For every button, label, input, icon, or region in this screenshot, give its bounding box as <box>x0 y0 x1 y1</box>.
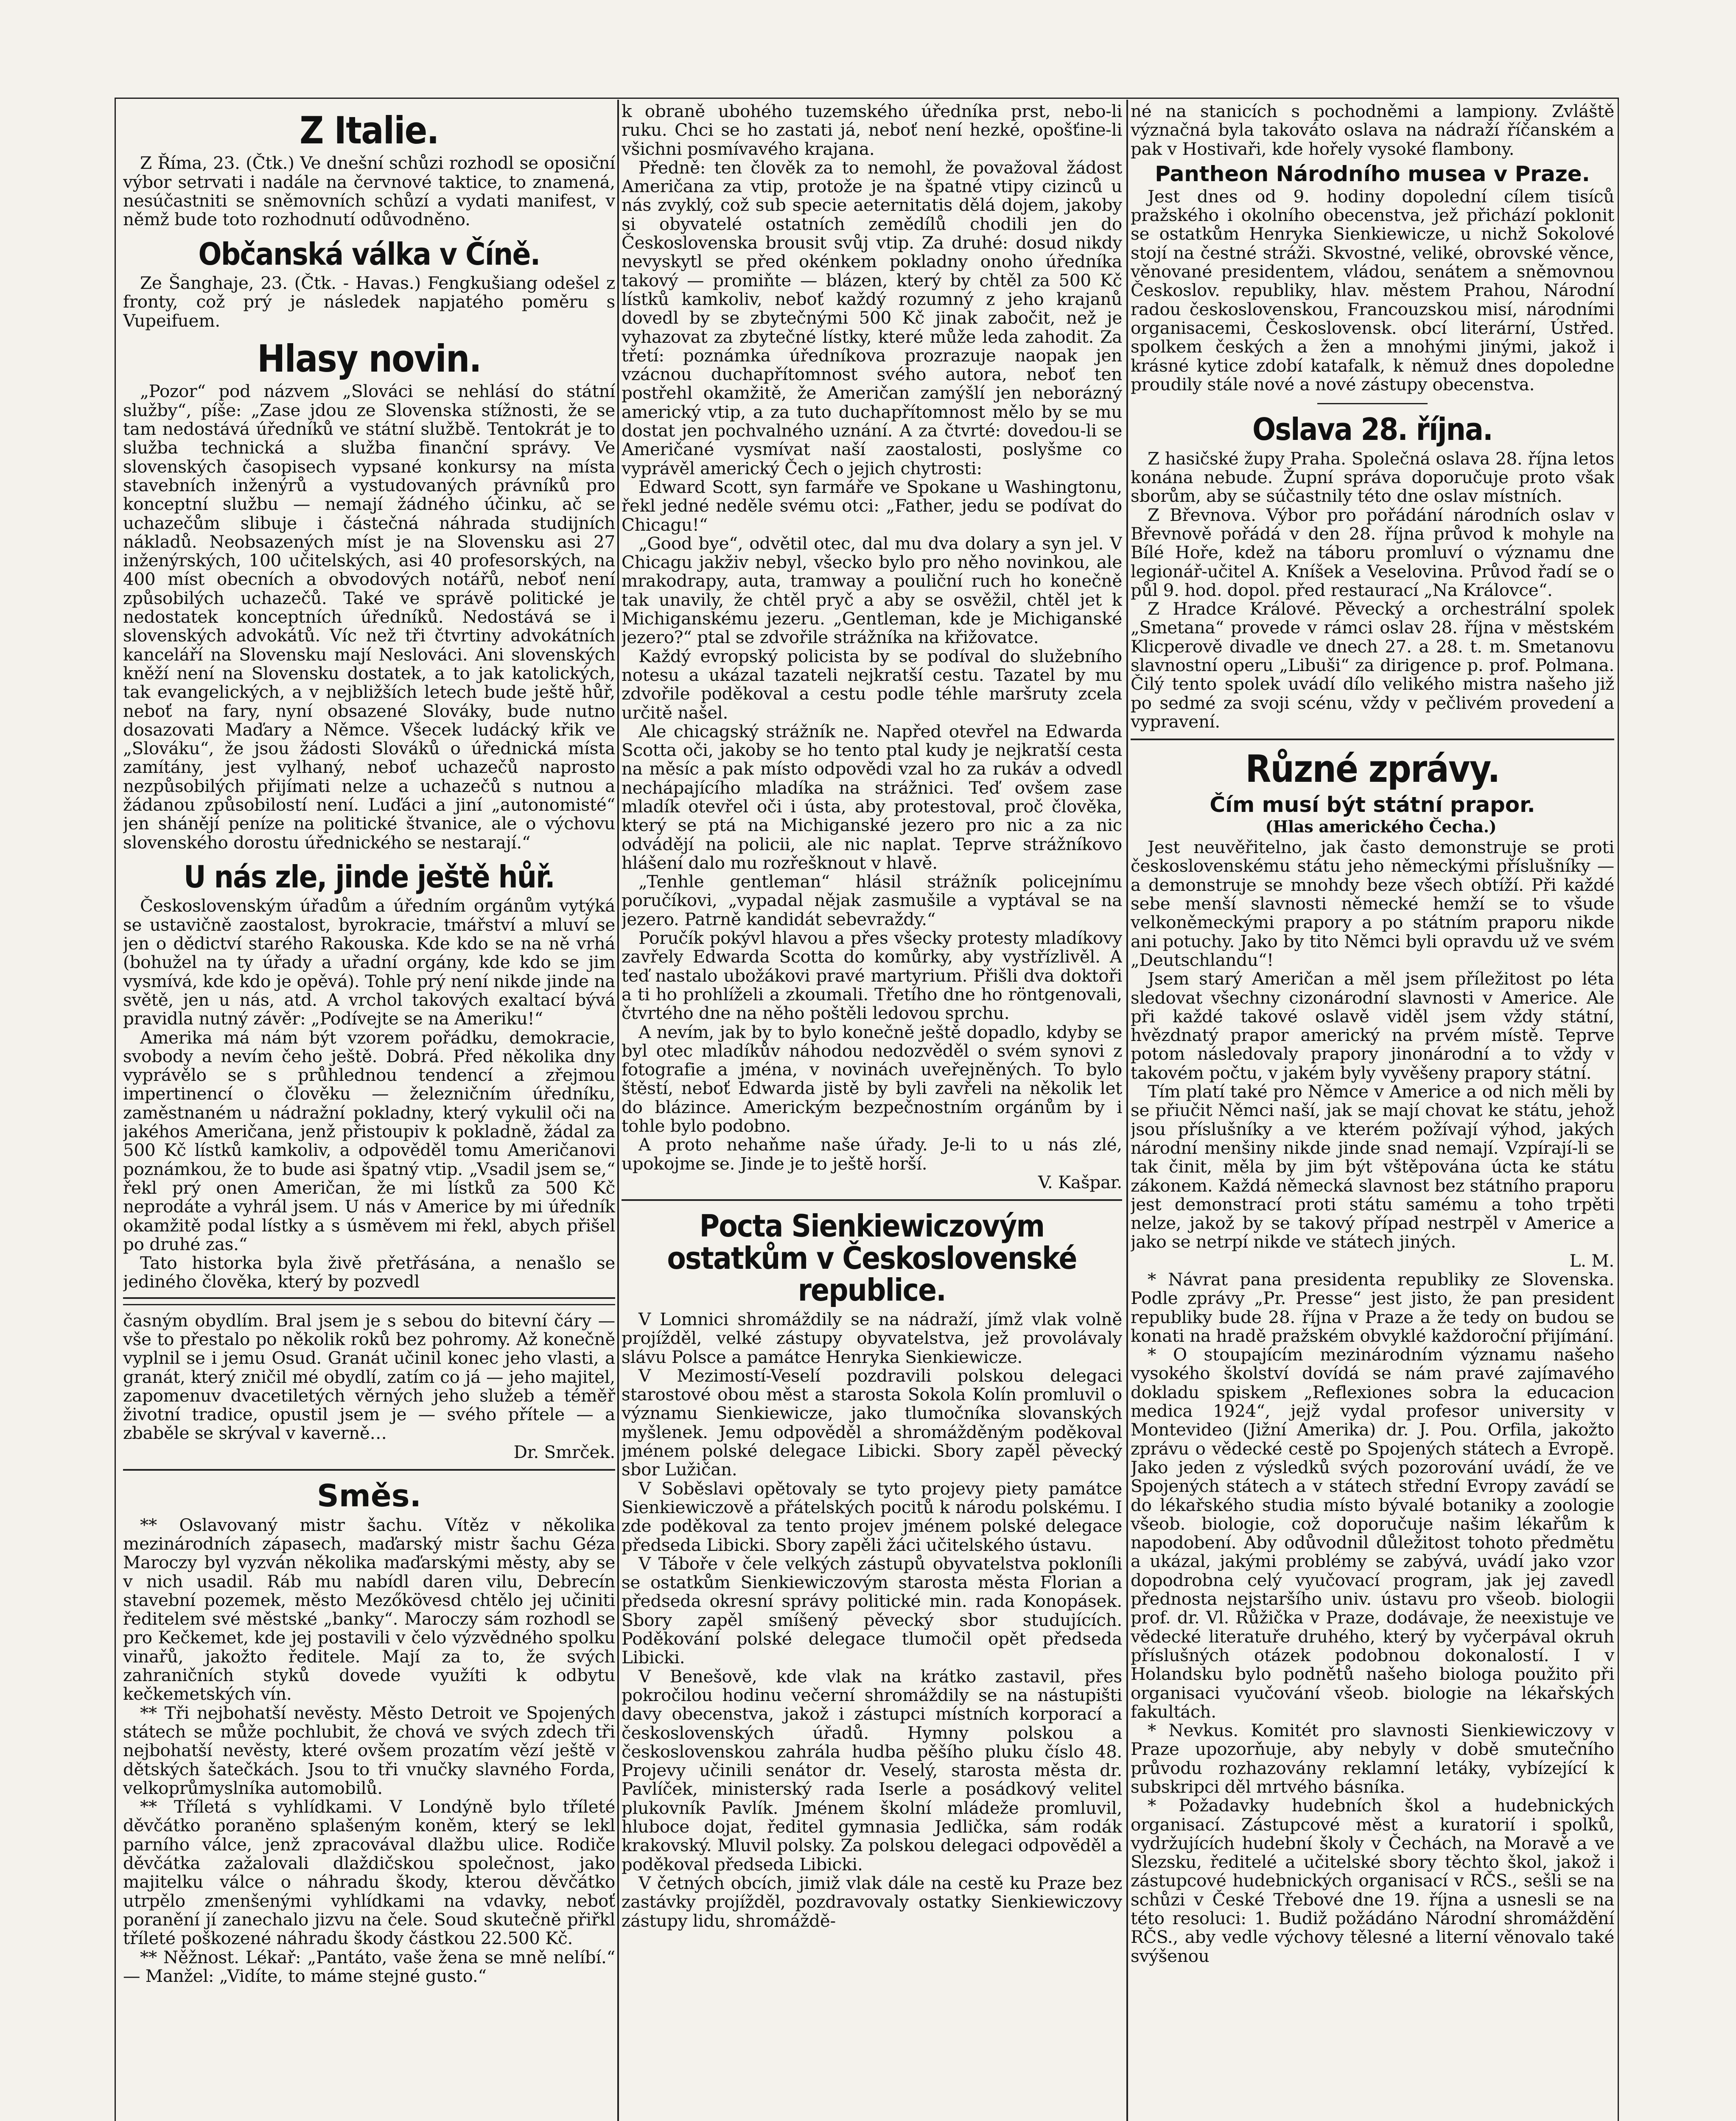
signature-lm: L. M. <box>1569 1250 1614 1271</box>
feuilleton-continuation: časným obydlím. Bral jsem je s sebou do bitevní čáry — vše to přestalo po několik roků bez pohromy. Až konečně vyplnil se i jemu Osud. Granát učinil konec jeho vlasti, a granát, který zničil mé obydlí, zatím co já — jeho majitel, zapomenuv dvacetiletých věrných jeho služeb a téměř životní tradice, opustil jsem je — svého přítele — a zbaběle se skrýval v kaverně… <box>123 1310 615 1444</box>
heading-pantheon: Pantheon Národního musea v Praze. <box>1155 161 1590 186</box>
item-stoupajicim: * O stoupajícím mezinárodním významu našeho vysokého školství dovídá se nám pravé zajímavého dokladu spiskem „Reflexiones sobra la educacion medica 1924“, jejž vydal profesor university v Montevideo (Jižní Amerika) dr. J. Pou. Orfila, jakožto zprávu o vědecké cestě po Spojených státech a Evropě. Jako jeden z výsledků svých pozorování uvádí, že ve Spojených státech a v státech střední Evropy zavádí se do lékařského studia místo bývalé botaniky a zoologie všeob. biologie, což doporučuje našim lékařům k napodobení. Aby odůvodnil důležitost tohoto předmětu a ukázal, jakými problémy se zabývá, uvádí jako vzor dopodrobna celý vyučovací program, jak jej zavedl přednosta nejstaršího univ. ústavu pro všeob. biologii prof. dr. Vl. Růžička v Praze, dodávaje, že neexistuje ve vědecké literatuře druhého, který by vyčerpával okruh příslušných otázek podobnou dokonalostí. I v Holandsku bylo podnětů našeho biologa použito při organisaci vyučování všeob. biologie na lékařských fakultách. <box>1131 1344 1614 1722</box>
item-nevesty: ** Tři nejbohatší nevěsty. Město Detroit ve Spojených státech se může pochlubit, že chová ve svých zdech tři nejbohatší nevěsty, které ovšem prozatím vězí ještě v dětských šatečkách. Jsou to tři vnučky slavného Forda, velkoprůmyslníka automobilů. <box>123 1702 615 1798</box>
heading-obcanska-valka: Občanská válka v Číně. <box>198 236 540 272</box>
article-goodbye: „Good bye“, odvětil otec, dal mu dva dolary a syn jel. V Chicagu jakživ nebyl, všecko bylo pro něho novinkou, ale mrakodrapy, auta, tramway a pouliční ruch ho konečně tak unavily, že chtěl pryč a aby se osvěžil, chtěl jet k Michiganskému jezeru. „Gentleman, kde je Michiganské jezero?“ ptal se zdvořile strážníka na křižovatce. <box>622 533 1122 648</box>
column-rule <box>617 100 619 2121</box>
article-nevim: A nevím, jak by to bylo konečně ještě dopadlo, kdyby se byl otec mladíkův náhodou nedozvěděl o svém synovi z fotografie a jména, v novinách uveřejněných. To bylo štěstí, neboť Edwarda jistě by byli zavřeli na několik let do blázince. Americkým bezpečnostním orgánům by i tohle bylo podobno. <box>622 1021 1122 1136</box>
article-hlasy-novin: „Pozor“ pod názvem „Slováci se nehlásí do státní služby“, píše: „Zase jdou ze Slovenska stížnosti, že se tam nedostává úředníků ve státní službě. Tentokrát je to služba technická a služba finanční správy. Ve slovenských časopisech vypsané konkursy na místa stavebních inženýrů a vystudovaných právníků pro konceptní službu — nemají žádného účinku, ač se uchazečům slibuje i částečná náhrada studijních nákladů. Neobsazených míst je na Slovensku asi 27 inženýrských, 100 učitelských, asi 40 profesorských, na 400 míst obecních a obvodových notářů, neboť není způsobilých uchazečů. Také ve správě politické je nedostatek konceptních úředníků. Nedostává se i slovenských advokátů. Víc než tři čtvrtiny advokátních kanceláří na Slovensku mají Neslováci. Ani slovenských kněží není na Slovensku dostatek, a to jak katolických, tak evangelických, a v nejbližších letech bude ještě hůř, neboť na fary, nyní obsazené Slováky, bude nutno dosazovati Maďary a Němce. Všecek ludácký křik ve „Slováku“, že jsou žádosti Slováků o úřednická místa zamítány, jest vylhaný, neboť uchazečů naprosto nezpůsobilých přijímati nelze a uchazečů s nutnou a žádanou způsobilostí není. Luďáci a jiní „autonomisté“ jen shánějí peníze na politické štvanice, ale o výchovu slovenského dorostu úřednického se nestarají.“ <box>123 381 615 853</box>
item-nevkus: * Nevkus. Komitét pro slavnosti Sienkiewiczovy v Praze upozorňuje, aby nebyly v době smutečního průvodu rozhazovány reklamní letáky, vybízející k subskripci děl mrtvého básníka. <box>1131 1720 1614 1797</box>
article-hradec: Z Hradce Králové. Pěvecký a orchestrální spolek „Smetana“ provede v rámci oslav 28. října v městském Klicperově divadle ve dnech 27. a 28. t. m. Smetanovu slavnostní operu „Libuši“ za dirigence p. prof. Polmana. Čilý tento spolek uvádí dílo velikého mistra našeho již po sedmé za svoji scénu, vždy v pečlivém provedení a vypravení. <box>1131 599 1614 732</box>
item-sach: ** Oslavovaný mistr šachu. Vítěz v několika mezinárodních zápasech, maďarský mistr šachu Géza Maroczy byl vyzván několika maďarskými městy, aby se v nich usadil. Ráb mu nabídl daren vilu, Debrecín stavební pozemek, město Mezőkövesd chtělo jej učiniti ředitelem své městské „banky“. Maroczy sám rozhodl se pro Kečkemet, kde jej postavili v čelo výzvědného spolku vinařů, jakožto ředitele. Mají za to, že svých zahraničních styků dovede využíti k odbytu kečkemetských vín. <box>123 1514 615 1704</box>
heading-italie: Z Italie. <box>300 109 439 152</box>
article-pantheon: Jest dnes od 9. hodiny dopolední cílem tisíců pražského i okolního obecenstva, jež přichází poklonit se ostatkům Henryka Sienkiewicze, u nichž Sokolové stojí na čestné stráži. Skvostné, veliké, obrovské věnce, věnované presidentem, vládou, senátem a sněmovnou Českoslov. republiky, hlav. městem Prahou, Národní radou československou, Francouzskou misí, národními organisacemi, Československ. obcí literární, Ústřed. spolkem českých a žen a mnohými jinými, jakož i krásné kytice zdobí katafalk, k němuž dnes dopoledne proudily stále nové a nové zástupy obecenstva. <box>1131 186 1614 395</box>
article-porucik: Poručík pokývl hlavou a přes všecky protesty mladíkovy zavřely Edwarda Scotta do komůrky, aby vystřízlivěl. A teď nastalo ubožákovi pravé martyrium. Přišli dva doktoři a ti ho prohlíželi a zkoumali. Třetího dne ho röntgenovali, čtvrtého dne na něho poštěli ledovou sprchu. <box>622 928 1122 1024</box>
article-brevnov: Z Břevnova. Výbor pro pořádání národních oslav v Břevnově pořádá v den 28. října průvod k mohyle na Bílé Hoře, kdež na táboru promluví o významu dne legionář-učitel A. Kníšek a Veselovina. Průvod řadí se o půl 9. hod. dopol. před restaurací „Na Královce“. <box>1131 504 1614 600</box>
article-top-continuation: k obraně ubohého tuzemského úředníka prst, nebo-li ruku. Chci se ho zastati já, neboť není hezké, opošťine-li všichni posmívavého krajana. <box>622 102 1122 159</box>
heading-hlasy-novin: Hlasy novin. <box>257 337 481 381</box>
article-sobeslav: V Soběslavi opětovaly se tyto projevy piety památce Sienkiewiczově a přátelských pocitů k národu polskému. I zde poděkoval za tento projev jménem polské delegace předseda Libicki. Sbory zapěli žáci učitelského ústavu. <box>622 1478 1122 1555</box>
article-lomnice: V Lomnici shromáždily se na nádraží, jímž vlak volně projížděl, velké zástupy obyvatelstva, jež provolávaly slávu Polsce a památce Henryka Sienkiewicze. <box>622 1309 1122 1367</box>
item-trileta: ** Tříletá s vyhlídkami. V Londýně bylo tříleté děvčátko poraněno splašeným koněm, který se lekl parního válce, jenž zpracovával dlažbu ulice. Rodiče děvčátka zažalovali dlaždičskou společnost, jako majitelku válce o náhradu škody, kterou děvčátko utrpělo zmenšenými vyhlídkami na vdavky, neboť poranění jí zanechalo jizvu na čele. Soud skutečně přiřkl tříleté poškozené náhradu škody částkou 22.500 Kč. <box>123 1796 615 1949</box>
article-top-continuation: né na stanicích s pochodněmi a lampiony. Zvláště význačná byla takováto oslava na nádraží říčanském a pak v Hostivaři, kde hořely vysoké flambony. <box>1131 102 1614 159</box>
heading-cim-musi: Čím musí být státní prapor. <box>1210 792 1535 817</box>
article-tim: Tím platí také pro Němce v Americe a od nich měli by se přiučit Němci naší, jak se mají chovat ke státu, jehož jsou příslušníky a ve kterém požívají výhod, jakých národní menšiny nikde jinde snad nemají. Vzpírají-li se tak činit, měla by jim být vštěpována úcta ke státu zákonem. Každá německá slavnost bez státního praporu jest demonstrací proti státu samému a toho trpěti nelze, jakož by se takový případ nestrpěl v Americe a jako se netrpí nikde ve státech jiných. <box>1131 1081 1614 1252</box>
heading-u-nas-zle: U nás zle, jinde ještě hůř. <box>184 859 554 895</box>
column-rule <box>1126 100 1128 2121</box>
section-divider <box>1131 739 1614 740</box>
article-italie: Z Říma, 23. (Čtk.) Ve dnešní schůzi rozhodl se oposiční výbor setrvati i nadále na červnové taktice, to znamená, nesúčastniti se sněmovních schůzí a vydati manifest, v němž bude toto rozhodnutí odůvodněno. <box>123 153 615 230</box>
section-divider <box>123 1469 615 1471</box>
article-policista: Každý evropský policista by se podíval do služebního notesu a ukázal tazateli nejkratší cestu. Tazatel by mu zdvořile poděkoval a cestu podle téhle maršruty zcela určitě našel. <box>622 646 1122 723</box>
article-u-nas-p2: Amerika má nám být vzorem pořádku, demokracie, svobody a nevím čeho ještě. Dobrá. Před několika dny vyprávělo se s průhlednou tendencí a zřejmou impertinencí o člověku — železničním úředníku, zaměstnaném u nádražní pokladny, který vykulil oči na jakéhos Američana, jenž přistoupiv k pokladně, žádal za 500 Kč lístků kamkoliv, a odpověděl tomu Američanovi poznámkou, že to bude asi špatný vtip. „Vsadil jsem se,“ řekl prý onen Američan, že mi lístků za 500 Kč neprodáte a vyhrál jsem. U nás v Americe by mi úředník okamžitě podal lístky a s úsměvem mi řekl, abych přišel po druhé zas.“ <box>123 1027 615 1254</box>
article-tabor: V Táboře v čele velkých zástupů obyvatelstva pokloníli se ostatkům Sienkiewiczovým starosta města Florian a předseda okresní správy politické min. rada Konopásek. Sbory zapěl smíšený pěvecký sbor studujících. Poděkování polské delegace tlumočil opět předseda Libicki. <box>622 1553 1122 1668</box>
heading-ruzne-zpravy: Různé zprávy. <box>1245 747 1500 791</box>
article-jest: Jest neuvěřitelno, jak často demonstruje se proti československému státu jeho německými příslušníky — a demonstruje se mnohdy beze všech obtíží. Při každé sebe menší slavnosti německé hemží se to všude velkoněmeckými prapory a po státním praporu nikde ani potuchy. Jako by tito Němci byli opravdu už ve svém „Deutschlandu“! <box>1131 837 1614 970</box>
section-divider <box>1317 403 1428 404</box>
heading-oslava-28-rijna: Oslava 28. října. <box>1252 411 1492 448</box>
article-u-nas-p3: Tato historka byla živě přetřásána, a nenašlo se jediného člověka, který by pozvedl <box>123 1253 615 1292</box>
heading-pocta: Pocta Sienkiewiczovým ostatkům v Československé republice. <box>667 1208 1077 1308</box>
section-divider <box>123 1297 615 1305</box>
column-3 <box>1131 102 1614 2121</box>
article-tenhle: „Tenhle gentleman“ hlásil strážník policejnímu poručíkovi, „vypadal nějak zasmušile a vyptával se na jezero. Patrně kandidát sebevraždy.“ <box>622 871 1122 929</box>
article-mezimosti: V Mezimostí-Veselí pozdravili polskou delegaci starostové obou měst a starosta Sokola Kolín promluvil o významu Sienkiewicze, jako tlumočníka slovanských myšlenek. Jemu odpověděl a shromážděným poděkoval jménem polské delegace Libicki. Sbory zapěl pěvecký sbor Lužičan. <box>622 1365 1122 1480</box>
article-proto: A proto nehaňme naše úřady. Je-li to u nás zlé, upokojme se. Jinde je to ještě horší. <box>622 1134 1122 1174</box>
item-pozadavky: * Požadavky hudebních škol a hudebnických organisací. Zástupcové měst a kuratorií i spolků, vydržujících hudební školy v Čechách, na Moravě a ve Slezsku, ředitelé a učitelské sbory těchto škol, jakož i zástupcové hudebnických organisací v RČS., sešli se na schůzi v České Třebové dne 19. října a usnesli se na této resoluci: 1. Budiž požádáno Národní shromáždění RČS., aby vedle výchovy tělesné a literní věnovalo také svýšenou <box>1131 1795 1614 1966</box>
signature-kaspar: V. Kašpar. <box>1038 1172 1122 1192</box>
signature-smrcek: Dr. Smrček. <box>513 1441 615 1462</box>
article-scott: Edward Scott, syn farmáře ve Spokane u Washingtonu, řekl jedné neděle svému otci: „Father, jedu se podívat do Chicagu!“ <box>622 476 1122 535</box>
column-2 <box>622 102 1122 2121</box>
heading-smes: Směs. <box>317 1478 421 1514</box>
article-u-nas-p1: Československým úřadům a úředním orgánům vytýká se ustavičně zaostalost, byrokracie, tmářství a mluví se jen o dědictví starého Rakouska. Kde kdo se na ně vrhá (bohužel na ty úřady a uřadní orgány, kde kdo se jim vysmívá, kde kdo je opěvá). Tohle prý není nikde jinde na světě, jen u nás, atd. A vrchol takových exaltací bývá pravidla nutný závěr: „Podívejte se na Ameriku!“ <box>123 895 615 1029</box>
item-navrat: * Návrat pana presidenta republiky ze Slovenska. Podle zprávy „Pr. Presse“ jest jisto, že pan president republiky bude 28. října v Praze a že tedy on budou se konati na hradě pražském obvyklé každoroční přijímání. <box>1131 1269 1614 1346</box>
subheading-hlas: (Hlas amerického Čecha.) <box>1265 817 1497 836</box>
column-1 <box>123 102 615 2121</box>
section-divider <box>622 1199 1122 1201</box>
article-cetnych: V četných obcích, jimiž vlak dále na cestě ku Praze bez zastávky projížděl, pozdravovaly ostatky Sienkiewiczovy zástupy lidu, shromáždě- <box>622 1872 1122 1931</box>
article-chicago: Ale chicagský strážník ne. Napřed otevřel na Edwarda Scotta oči, jakoby se ho tento ptal kudy je nejkratší cesta na měsíc a pak místo odpovědi vzal ho za rukáv a odvedl nechápajícího mladíka na strážnici. Teď ovšem zase mladík otevřel oči i ústa, aby protestoval, proč člověka, který se ptá na Michiganské jezero pro nic a za nic odvádějí na policii, ale nic naplat. Teprve strážníkovo hlášení dalo mu rozřešknout v hlavě. <box>622 721 1122 873</box>
article-cina: Ze Šanghaje, 23. (Čtk. - Havas.) Fengkušiang odešel z fronty, což prý je následek napjatého poměru s Vupeifuem. <box>123 273 615 331</box>
article-jsem: Jsem starý Američan a měl jsem příležitost po léta sledovat všechny cizonárodní slavnosti v Americe. Ale při každé takové oslavě viděl jsem vždy státní, hvězdnatý prapor americký na prvém místě. Teprve potom následovaly prapory jinonárodní a to vždy v takovém počtu, v jakém byly vyvěšeny prapory státní. <box>1131 968 1614 1083</box>
item-neznost: ** Něžnost. Lékař: „Pantáto, vaše žena se mně nelíbí.“ — Manžel: „Vidíte, to máme stejné gusto.“ <box>123 1947 615 1986</box>
article-hasicska-zupa: Z hasičské župy Praha. Společná oslava 28. října letos konána nebude. Župní správa doporučuje proto však sborům, aby se súčastnily této dne oslav místních. <box>1131 448 1614 506</box>
article-benesov: V Benešově, kde vlak na krátko zastavil, přes pokročilou hodinu večerní shromáždily se na nástupišti davy obecenstva, jakož i zástupci místních korporací a československých úřadů. Hymny polskou a československou zahrála hudba pěšího pluku číslo 48. Projevy učinili senátor dr. Veselý, starosta města dr. Pavlíček, ministerský rada Iserle a posádkový velitel plukovník Pavlík. Jménem školní mládeže promluvil, hluboce dojat, ředitel gymnasia Jedlička, sám rodák krakovský. Mluvil polsky. Za polskou delegaci odpověděl a poděkoval předseda Libicki. <box>622 1666 1122 1875</box>
article-predne: Předně: ten člověk za to nemohl, že považoval žádost Američana za vtip, protože je na špatné vtipy cizinců u nás zvyklý, což sub specie aeternitatis dělá dojem, jakoby si obyvatelé ostatních zemědílů chodili jen do Československa brousit svůj vtip. Za druhé: dosud nikdy nevyskytl se před okénkem pokladny onoho úředníka takový — promiňte — blázen, který by chtěl za 500 Kč lístků kamkoliv, neboť každý rozumný z jeho krajanů dovedl by se zbytečnými 500 Kč jinak zabočit, než je vyhazovat za zbytečné lístky, které může leda zahodit. Za třetí: poznámka úředníkova prozrazuje naopak jen vzácnou duchapřítomnost svého autora, neboť ten postřehl okamžitě, že Američan zamýšlí jen neborázný americký vtip, a za tuto duchapřítomnost mělo by se mu dostat jen pochvalného uznání. A za čtvrté: dovedou-li se Američané vysmívat naší zaostalosti, poslyšme co vyprávěl americký Čech o jejich chytrosti: <box>622 157 1122 478</box>
